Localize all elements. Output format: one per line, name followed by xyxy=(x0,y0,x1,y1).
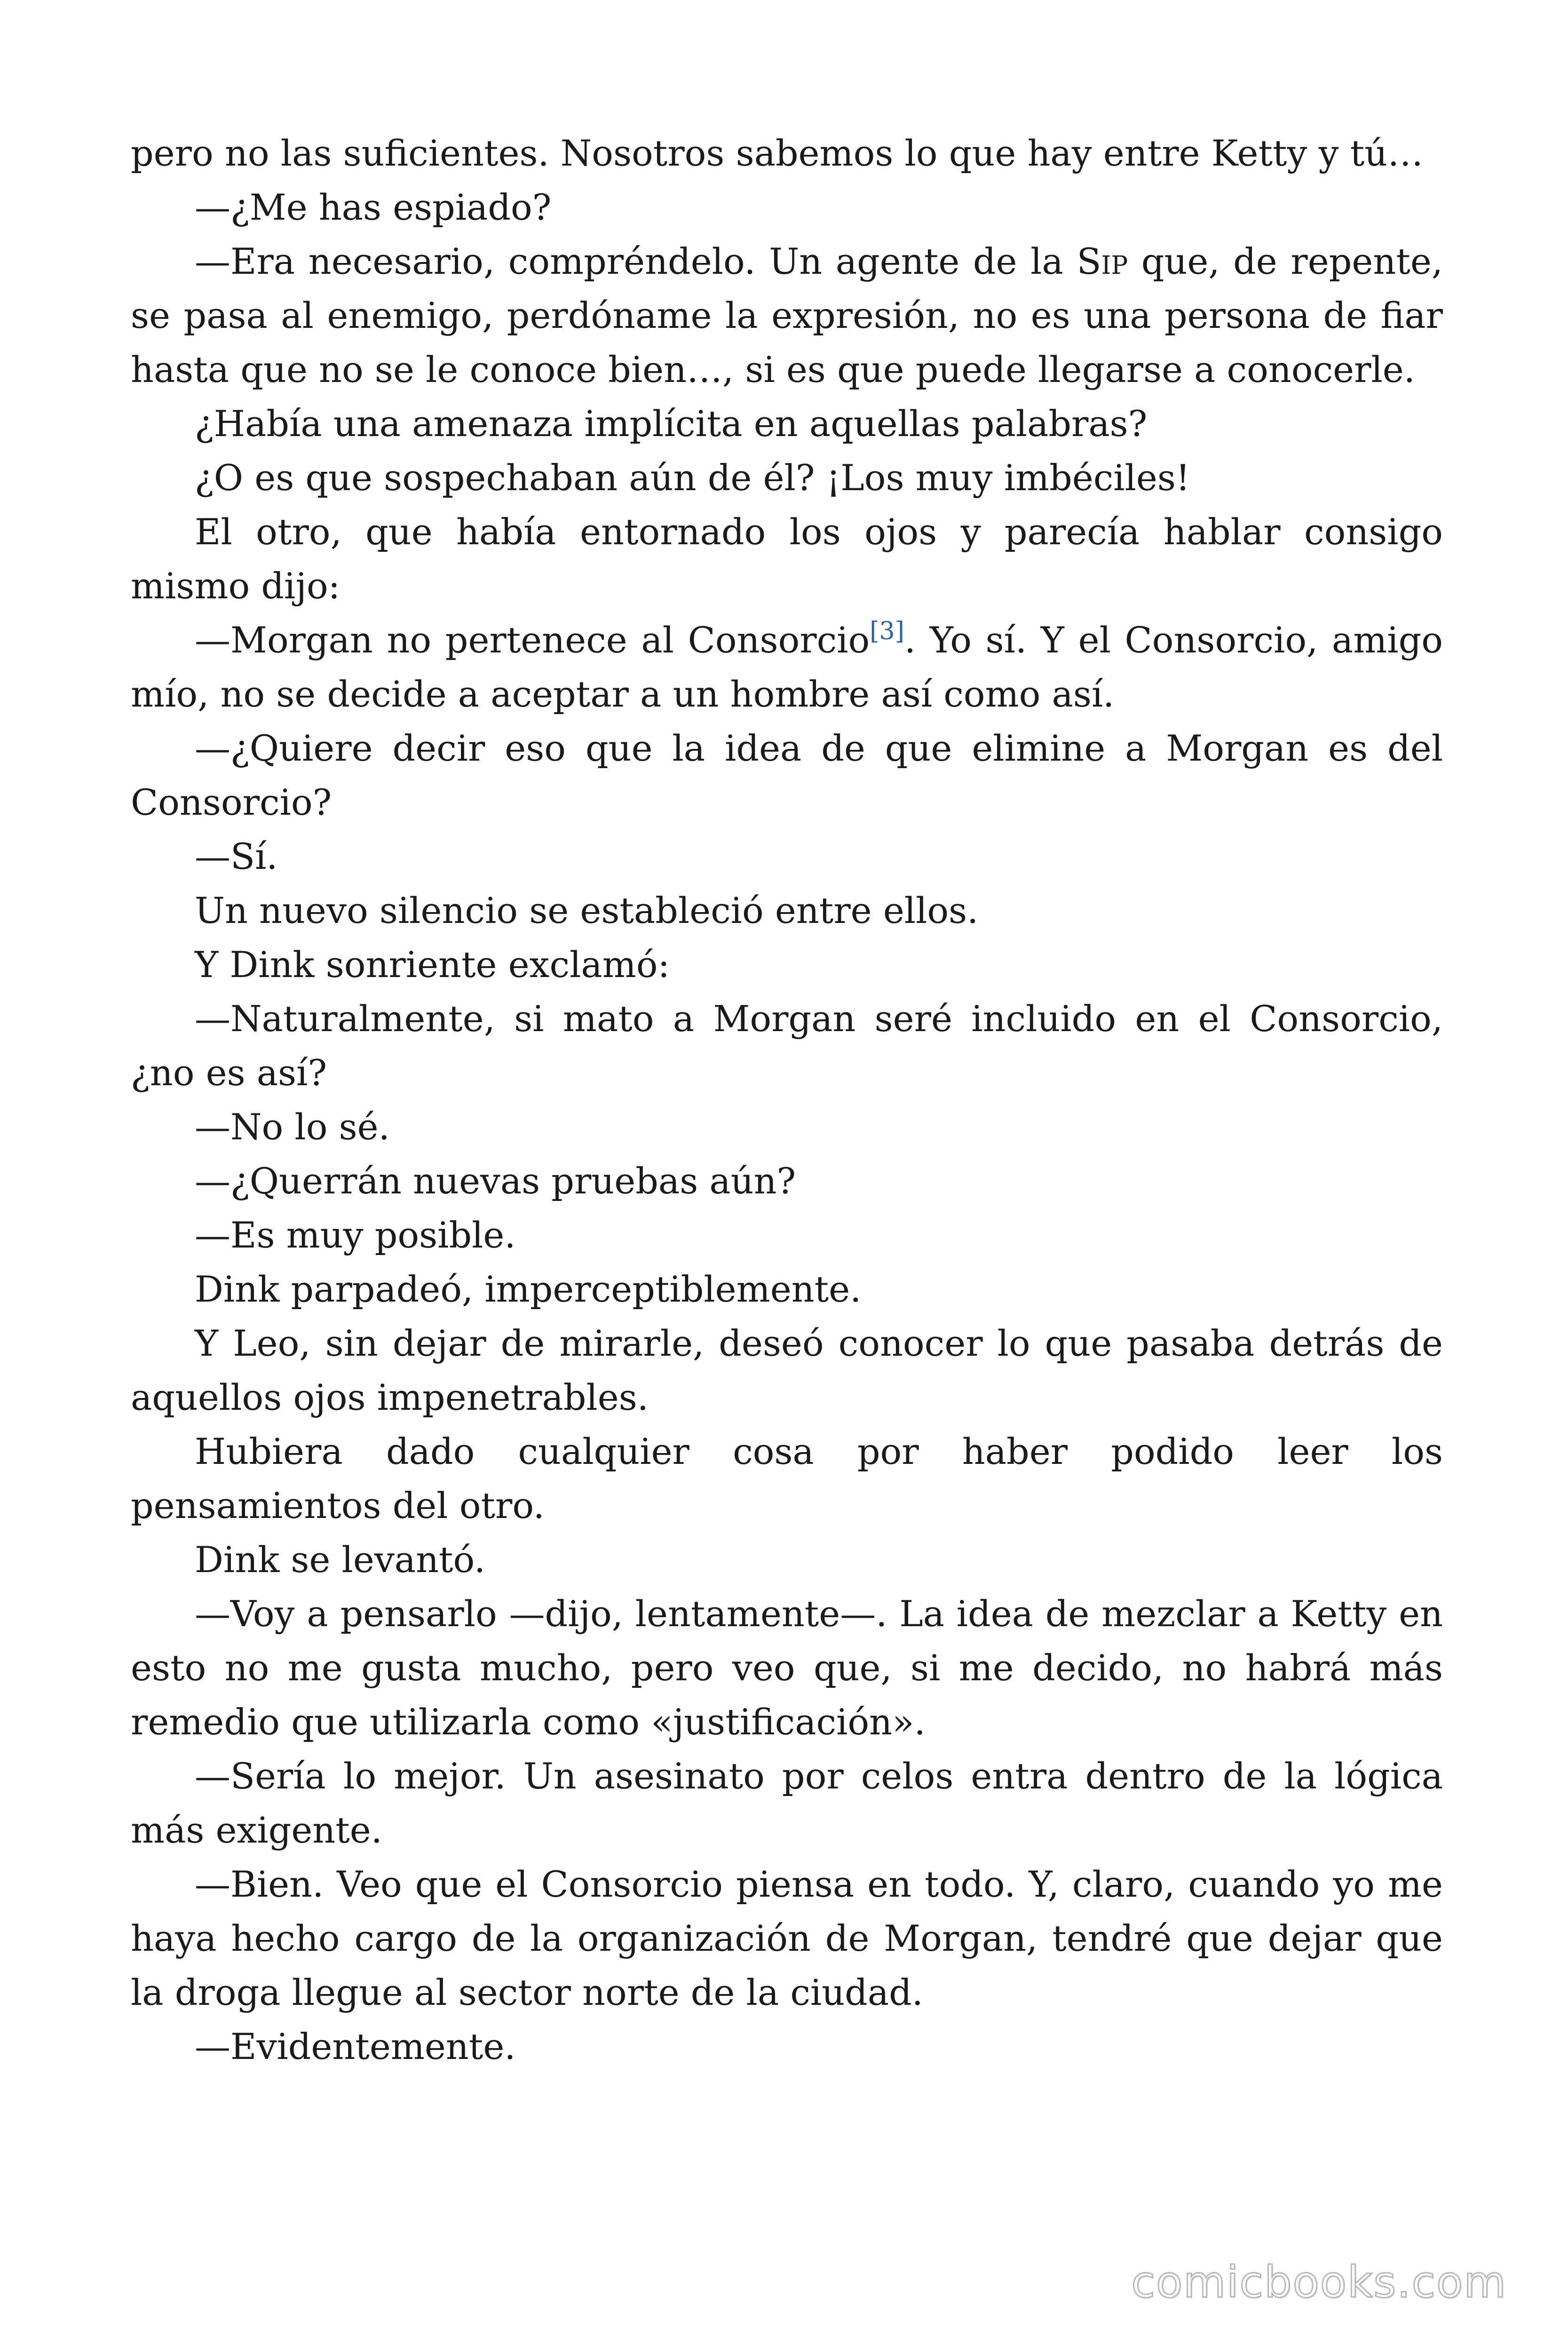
paragraph: —¿Me has espiado? xyxy=(195,186,552,228)
book-page-body xyxy=(131,126,1443,2074)
paragraph: —Naturalmente, si mato a Morgan seré incluido en el Consorcio, ¿no es así? xyxy=(131,998,1443,1094)
paragraph: —Evidentemente. xyxy=(195,2026,516,2067)
acronym-smallcaps: Sip xyxy=(1077,240,1128,282)
footnote-link[interactable]: [3] xyxy=(870,617,904,645)
paragraph: —¿Querrán nuevas pruebas aún? xyxy=(195,1160,796,1202)
paragraph-text: que, de repente, se pasa al enemigo, perdóname la expresión, no es una persona de fiar hasta que no se le conoce bien…, si es que puede llegarse a conocerle. xyxy=(131,240,1443,390)
paragraph: El otro, que había entornado los ojos y parecía hablar consigo mismo dijo: xyxy=(131,511,1443,607)
paragraph xyxy=(131,234,1443,397)
paragraph: Y Dink sonriente exclamó: xyxy=(195,944,670,985)
paragraph: —No lo sé. xyxy=(195,1106,390,1148)
paragraph xyxy=(131,613,1443,721)
paragraph-text: —Morgan no pertenece al Consorcio xyxy=(195,619,870,661)
paragraph-text: —Era necesario, compréndelo. Un agente de la xyxy=(195,240,1077,282)
paragraph: Dink se levantó. xyxy=(195,1539,486,1581)
paragraph: Dink parpadeó, imperceptiblemente. xyxy=(195,1268,862,1310)
paragraph-text: . Yo sí. Y el Consorcio, amigo mío, no se decide a aceptar a un hombre así como así. xyxy=(131,619,1443,715)
paragraph: pero no las suficientes. Nosotros sabemos lo que hay entre Ketty y tú… xyxy=(131,132,1424,174)
paragraph: —Sí. xyxy=(195,835,278,877)
paragraph: —Es muy posible. xyxy=(195,1214,516,1256)
paragraph: Un nuevo silencio se estableció entre ellos. xyxy=(195,890,979,931)
paragraph: Hubiera dado cualquier cosa por haber podido leer los pensamientos del otro. xyxy=(131,1430,1443,1526)
paragraph: ¿Había una amenaza implícita en aquellas palabras? xyxy=(195,403,1148,445)
watermark-logo: comicbooks.com xyxy=(1131,2257,1507,2307)
paragraph: —Voy a pensarlo —dijo, lentamente—. La idea de mezclar a Ketty en esto no me gusta mucho, pero veo que, si me decido, no habrá más remedio que utilizarla como «justificación». xyxy=(131,1593,1443,1743)
paragraph: —¿Quiere decir eso que la idea de que elimine a Morgan es del Consorcio? xyxy=(131,727,1443,823)
paragraph: Y Leo, sin dejar de mirarle, deseó conocer lo que pasaba detrás de aquellos ojos impenetrables. xyxy=(131,1322,1443,1418)
paragraph: —Sería lo mejor. Un asesinato por celos entra dentro de la lógica más exigente. xyxy=(131,1755,1443,1851)
paragraph: ¿O es que sospechaban aún de él? ¡Los muy imbéciles! xyxy=(195,457,1190,499)
paragraph: —Bien. Veo que el Consorcio piensa en todo. Y, claro, cuando yo me haya hecho cargo de la organización de Morgan, tendré que dejar que la droga llegue al sector norte de la ciudad. xyxy=(131,1863,1443,2013)
